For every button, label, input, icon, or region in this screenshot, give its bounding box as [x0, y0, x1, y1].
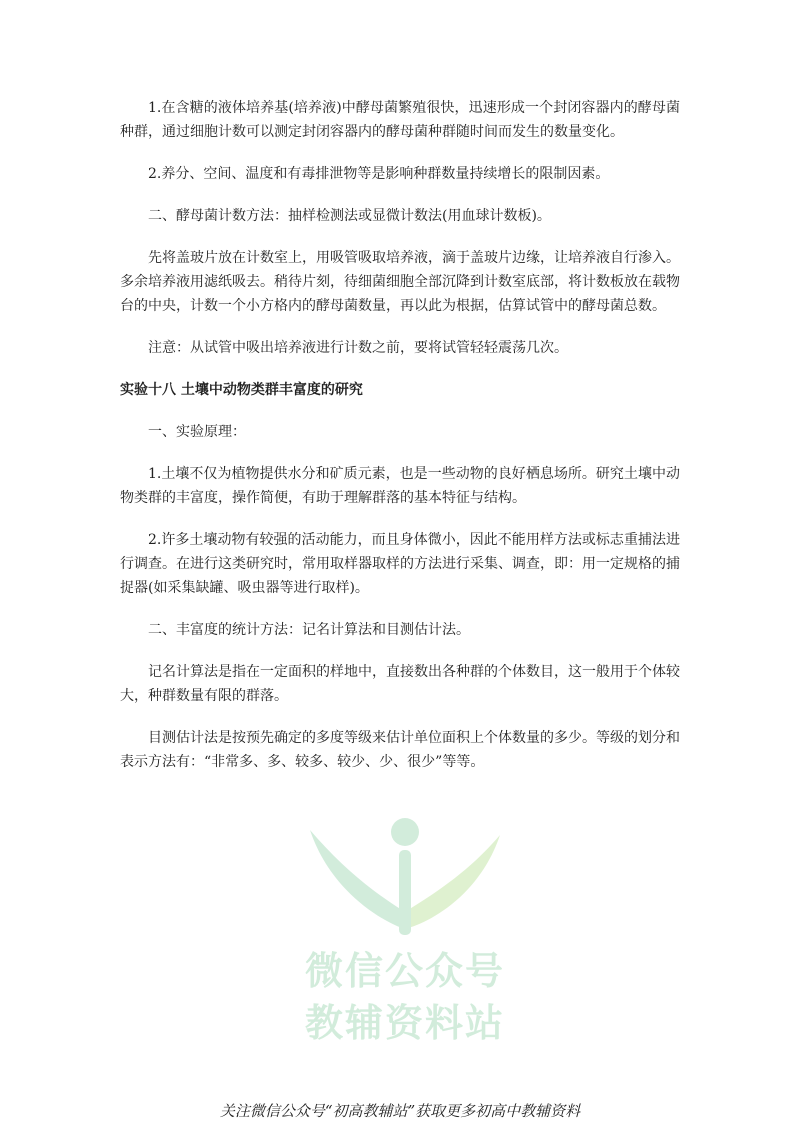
watermark-line-2: 教辅资料站 [304, 1001, 505, 1045]
document-body [120, 96, 680, 792]
paragraph: 先将盖玻片放在计数室上，用吸管吸取培养液，滴于盖玻片边缘，让培养液自行渗入。多余培养液用滤纸吸去。稍待片刻，待细菌细胞全部沉降到计数室底部，将计数板放在载物台的中央，计数一个小方格内的酵母菌数量，再以此为根据，估算试管中的酵母菌总数。 [120, 250, 680, 314]
watermark-line-1: 微信公众号 [304, 949, 505, 993]
sprout-logo-icon [290, 810, 520, 940]
page-footer: 关注微信公众号“初高教辅站”获取更多初高中教辅资料 [219, 1102, 581, 1120]
paragraph: 记名计算法是指在一定面积的样地中，直接数出各种群的个体数目，这一般用于个体较大，种群数量有限的群落。 [120, 664, 680, 704]
paragraph: 2.许多土壤动物有较强的活动能力，而且身体微小，因此不能用样方法或标志重捕法进行调查。在进行这类研究时，常用取样器取样的方法进行采集、调查，即：用一定规格的捕捉器(如采集缺罐、吸虫器等进行取样)。 [120, 532, 680, 596]
watermark [290, 810, 520, 1050]
section-heading: 实验十八 土壤中动物类群丰富度的研究 [120, 382, 363, 398]
paragraph: 二、丰富度的统计方法：记名计算法和目测估计法。 [148, 622, 470, 638]
paragraph: 2.养分、空间、温度和有毒排泄物等是影响种群数量持续增长的限制因素。 [148, 166, 610, 182]
paragraph: 1.在含糖的液体培养基(培养液)中酵母菌繁殖很快，迅速形成一个封闭容器内的酵母菌种群，通过细胞计数可以测定封闭容器内的酵母菌种群随时间而发生的数量变化。 [120, 100, 680, 140]
paragraph: 1.土壤不仅为植物提供水分和矿质元素，也是一些动物的良好栖息场所。研究土壤中动物类群的丰富度，操作简便，有助于理解群落的基本特征与结构。 [120, 466, 680, 506]
paragraph: 目测估计法是按预先确定的多度等级来估计单位面积上个体数量的多少。等级的划分和表示方法有：“非常多、多、较多、较少、少、很少”等等。 [120, 730, 680, 770]
paragraph: 注意：从试管中吸出培养液进行计数之前，要将试管轻轻震荡几次。 [148, 340, 568, 356]
paragraph: 二、酵母菌计数方法：抽样检测法或显微计数法(用血球计数板)。 [148, 208, 551, 224]
paragraph: 一、实验原理： [148, 424, 246, 440]
